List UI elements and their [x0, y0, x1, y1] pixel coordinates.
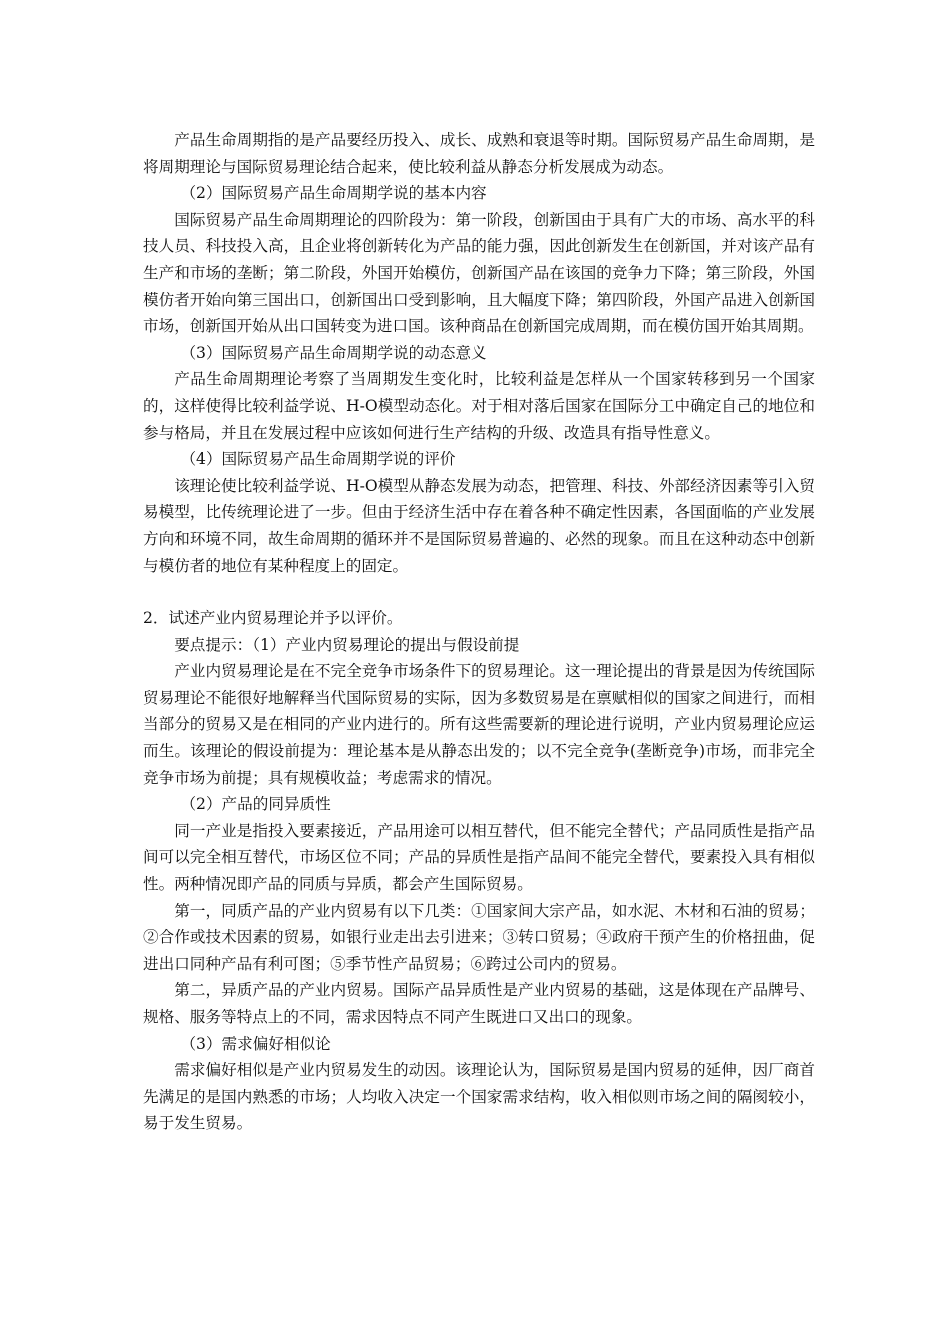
subheading-dynamic-significance: （3）国际贸易产品生命周期学说的动态意义 [180, 343, 487, 362]
paragraph-product-life-cycle-definition: 产品生命周期指的是产品要经历投入、成长、成熟和衰退等时期。国际贸易产品生命周期，是将周期理论与国际贸易理论结合起来，使比较利益从静态分析发展成为动态。 [143, 131, 815, 176]
paragraph-dynamic-significance: 产品生命周期理论考察了当周期发生变化时，比较利益是怎样从一个国家转移到另一个国家的，这样使得比较利益学说、H-O模型动态化。对于相对落后国家在国际分工中确定自己的地位和参与格局，并且在发展过程中应该如何进行生产结构的升级、改造具有指导性意义。 [143, 370, 815, 442]
subheading-homogeneity: （2）产品的同异质性 [180, 795, 331, 814]
paragraph-intra-industry-background: 产业内贸易理论是在不完全竞争市场条件下的贸易理论。这一理论提出的背景是因为传统国际贸易理论不能很好地解释当代国际贸易的实际，因为多数贸易是在禀赋相似的国家之间进行，而相当部分的贸易又是在相同的产业内进行的。所有这些需要新的理论进行说明，产业内贸易理论应运而生。该理论的假设前提为：理论基本是从静态出发的；以不完全竞争(垄断竞争)市场，而非完全竞争市场为前提；具有规模收益；考虑需求的情况。 [143, 662, 815, 787]
question-2: 2．试述产业内贸易理论并予以评价。 [143, 609, 403, 628]
subheading-evaluation: （4）国际贸易产品生命周期学说的评价 [180, 450, 456, 469]
subheading-basic-content: （2）国际贸易产品生命周期学说的基本内容 [180, 184, 487, 203]
paragraph-evaluation: 该理论使比较利益学说、H-O模型从静态发展为动态，把管理、科技、外部经济因素等引入贸易模型，比传统理论进了一步。但由于经济生活中存在着各种不确定性因素，各国面临的产业发展方向和环境不同，故生命周期的循环并不是国际贸易普遍的、必然的现象。而且在这种动态中创新与模仿者的地位有某种程度上的固定。 [143, 476, 815, 575]
paragraph-homogeneous-trade: 第一，同质产品的产业内贸易有以下几类：①国家间大宗产品，如水泥、木材和石油的贸易；②合作或技术因素的贸易，如银行业走出去引进来；③转口贸易；④政府干预产生的价格扭曲，促进出口同种产品有利可图；⑤季节性产品贸易；⑥跨过公司内的贸易。 [143, 901, 815, 973]
paragraph-four-stages: 国际贸易产品生命周期理论的四阶段为：第一阶段，创新国由于具有广大的市场、高水平的科技人员、科技投入高，且企业将创新转化为产品的能力强，因此创新发生在创新国，并对该产品有生产和市场的垄断；第二阶段，外国开始模仿，创新国产品在该国的竞争力下降；第三阶段，外国模仿者开始向第三国出口，创新国出口受到影响，且大幅度下降；第四阶段，外国产品进入创新国市场，创新国开始从出口国转变为进口国。该种商品在创新国完成周期，而在模仿国开始其周期。 [143, 210, 815, 336]
paragraph-key-points: 要点提示：（1）产业内贸易理论的提出与假设前提 [174, 635, 520, 654]
paragraph-heterogeneous-trade: 第二，异质产品的产业内贸易。国际产品异质性是产业内贸易的基础，这是体现在产品牌号、规格、服务等特点上的不同，需求因特点不同产生既进口又出口的现象。 [143, 981, 815, 1026]
subheading-demand-preference: （3）需求偏好相似论 [180, 1034, 331, 1053]
paragraph-homogeneity: 同一产业是指投入要素接近，产品用途可以相互替代，但不能完全替代；产品同质性是指产品间可以完全相互替代，市场区位不同；产品的异质性是指产品间不能完全替代，要素投入具有相似性。两种情况即产品的同质与异质，都会产生国际贸易。 [143, 821, 815, 894]
document-page [143, 127, 815, 1137]
paragraph-demand-preference: 需求偏好相似是产业内贸易发生的动因。该理论认为，国际贸易是国内贸易的延伸，因厂商首先满足的是国内熟悉的市场；人均收入决定一个国家需求结构，收入相似则市场之间的隔阂较小，易于发生贸易。 [143, 1061, 815, 1133]
